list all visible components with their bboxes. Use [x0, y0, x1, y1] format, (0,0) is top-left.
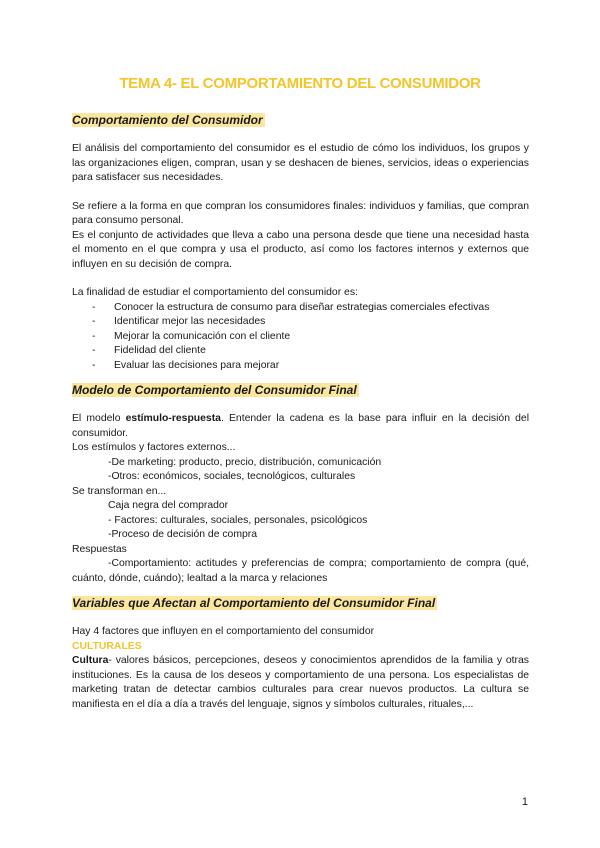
- paragraph: El análisis del comportamiento del consumidor es el estudio de cómo los individuos, los grupos y las organizaciones eligen, compran, usan y se deshacen de bienes, servicios, ideas o experiencias para satisfacer sus necesidades.: [72, 143, 529, 183]
- purpose-list: [72, 301, 529, 374]
- page-title: TEMA 4- EL COMPORTAMIENTO DEL CONSUMIDOR: [119, 75, 481, 92]
- text-line: Respuestas: [72, 543, 127, 555]
- document-body: [72, 112, 529, 712]
- list-item: - Identificar mejor las necesidades: [92, 315, 529, 330]
- page-number: 1: [521, 796, 528, 808]
- paragraph: El modelo estímulo-respuesta. Entender la cadena es la base para influir en la decisión del consumidor.: [72, 413, 530, 439]
- text-line: Caja negra del comprador: [108, 500, 229, 511]
- list-item: - Fidelidad del cliente: [92, 344, 529, 359]
- paragraph: Cultura- valores básicos, percepciones, deseos y conocimientos aprendidos de la familia y otras instituciones. Es la causa de los deseos y comportamiento de una persona. Los especialistas de marketing tratan de detectar cambios culturales para crear nuevos productos. La cultura se manifiesta en el día a día a través del lenguaje, signos y símbolos culturales, rituales,...: [72, 655, 529, 710]
- text-line: Los estímulos y factores externos...: [72, 442, 236, 453]
- section-heading-variables: Variables que Afectan al Comportamiento del Consumidor Final: [72, 596, 436, 610]
- paragraph: Se refiere a la forma en que compran los consumidores finales: individuos y familias, que compran para consumo personal.: [72, 200, 529, 226]
- text-line: -De marketing: producto, precio, distribución, comunicación: [108, 456, 382, 468]
- subheading-culturales: CULTURALES: [72, 640, 142, 652]
- text-line: Hay 4 factores que influyen en el comportamiento del consumidor: [72, 626, 375, 637]
- text-line: -Proceso de decisión de compra: [108, 529, 258, 540]
- list-item: - Evaluar las decisiones para mejorar: [92, 359, 529, 374]
- paragraph: Es el conjunto de actividades que lleva a cabo una persona desde que tiene una necesidad hasta el momento en el que compra y usa el producto, así como los factores internos y externos que influyen en su decisión de compra.: [72, 229, 529, 270]
- list-item: - Mejorar la comunicación con el cliente: [92, 330, 529, 345]
- section-heading-modelo: Modelo de Comportamiento del Consumidor Final: [72, 383, 357, 397]
- text-line: - Factores: culturales, sociales, personales, psicológicos: [108, 514, 368, 526]
- text-line: -Comportamiento: actitudes y preferencias de compra; comportamiento de compra (qué, cuánto, dónde, cuándo); lealtad a la marca y relaciones: [72, 558, 529, 584]
- list-item: - Conocer la estructura de consumo para diseñar estrategias comerciales efectivas: [92, 301, 529, 316]
- text-line: Se transforman en...: [72, 485, 167, 497]
- text-line: -Otros: económicos, sociales, tecnológicos, culturales: [108, 471, 356, 482]
- section-heading-comportamiento: Comportamiento del Consumidor: [72, 113, 263, 127]
- paragraph: La finalidad de estudiar el comportamiento del consumidor es:: [72, 287, 358, 298]
